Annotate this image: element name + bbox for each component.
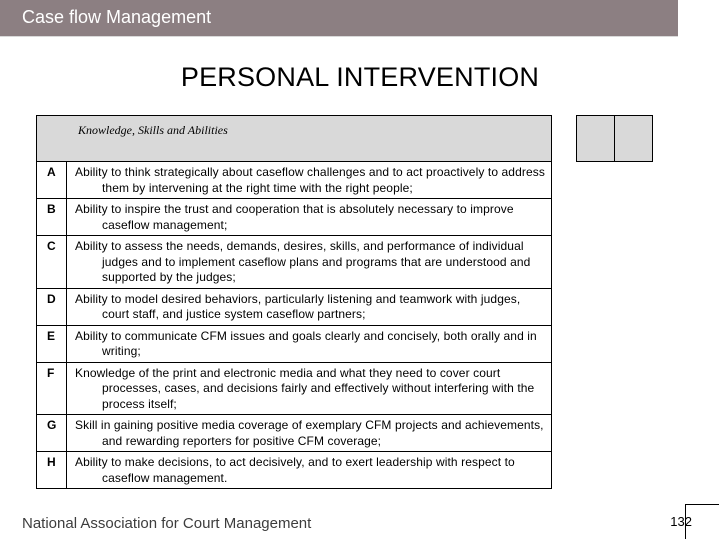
- table-header-label: Knowledge, Skills and Abilities: [37, 116, 552, 162]
- table-row: [37, 162, 653, 199]
- row-text-cell: [67, 452, 552, 489]
- row-text: Ability to communicate CFM issues and goals clearly and concisely, both orally and in writing;: [75, 328, 537, 358]
- header-bar: [0, 0, 678, 37]
- slide-title: PERSONAL INTERVENTION: [180, 62, 540, 92]
- row-letter: E: [37, 325, 67, 362]
- header-spacer: [552, 116, 577, 162]
- table-body: [37, 162, 653, 489]
- table-row: [37, 362, 653, 415]
- table-row: [37, 236, 653, 289]
- row-text-cell: [67, 162, 552, 199]
- row-letter: A: [37, 162, 67, 199]
- row-text: Ability to model desired behaviors, particularly listening and teamwork with judges, court staff, and justice system caseflow partners;: [75, 291, 521, 321]
- row-text: Ability to make decisions, to act decisively, and to exert leadership with respect to caseflow management.: [75, 455, 515, 485]
- table-header-row: [37, 116, 653, 162]
- row-text-cell: [67, 288, 552, 325]
- header-extra-cell-2: [615, 116, 653, 162]
- row-letter: C: [37, 236, 67, 289]
- row-text-cell: [67, 325, 552, 362]
- table-row: [37, 452, 653, 489]
- table-row: [37, 325, 653, 362]
- row-text-cell: [67, 236, 552, 289]
- row-letter: D: [37, 288, 67, 325]
- header-title: Case flow Management: [22, 7, 212, 27]
- row-text-cell: [67, 362, 552, 415]
- row-text: Ability to inspire the trust and cooperation that is absolutely necessary to improve caseflow management;: [75, 202, 514, 232]
- footer-organization: National Association for Court Management: [22, 515, 312, 532]
- row-text-cell: [67, 199, 552, 236]
- row-text: Knowledge of the print and electronic media and what they need to cover court processes, cases, and decisions fairly and effectively without interfering with the process itself;: [75, 365, 535, 411]
- row-letter: F: [37, 362, 67, 415]
- table-row: [37, 415, 653, 452]
- row-text: Ability to assess the needs, demands, desires, skills, and performance of individual judges and to implement caseflow plans and programs that are understood and supported by the judges;: [75, 239, 531, 284]
- row-text: Skill in gaining positive media coverage of exemplary CFM projects and achievements, and rewarding reporters for positive CFM coverage;: [75, 418, 544, 448]
- header-extra-cell-1: [577, 116, 615, 162]
- page-number: 132: [670, 514, 692, 529]
- table-row: [37, 199, 653, 236]
- row-letter: B: [37, 199, 67, 236]
- table-row: [37, 288, 653, 325]
- row-letter: H: [37, 452, 67, 489]
- row-text-cell: [67, 415, 552, 452]
- row-text: Ability to think strategically about caseflow challenges and to act proactively to address them by intervening at the right time with the right people;: [75, 165, 545, 195]
- ksa-table: [36, 115, 653, 489]
- row-letter: G: [37, 415, 67, 452]
